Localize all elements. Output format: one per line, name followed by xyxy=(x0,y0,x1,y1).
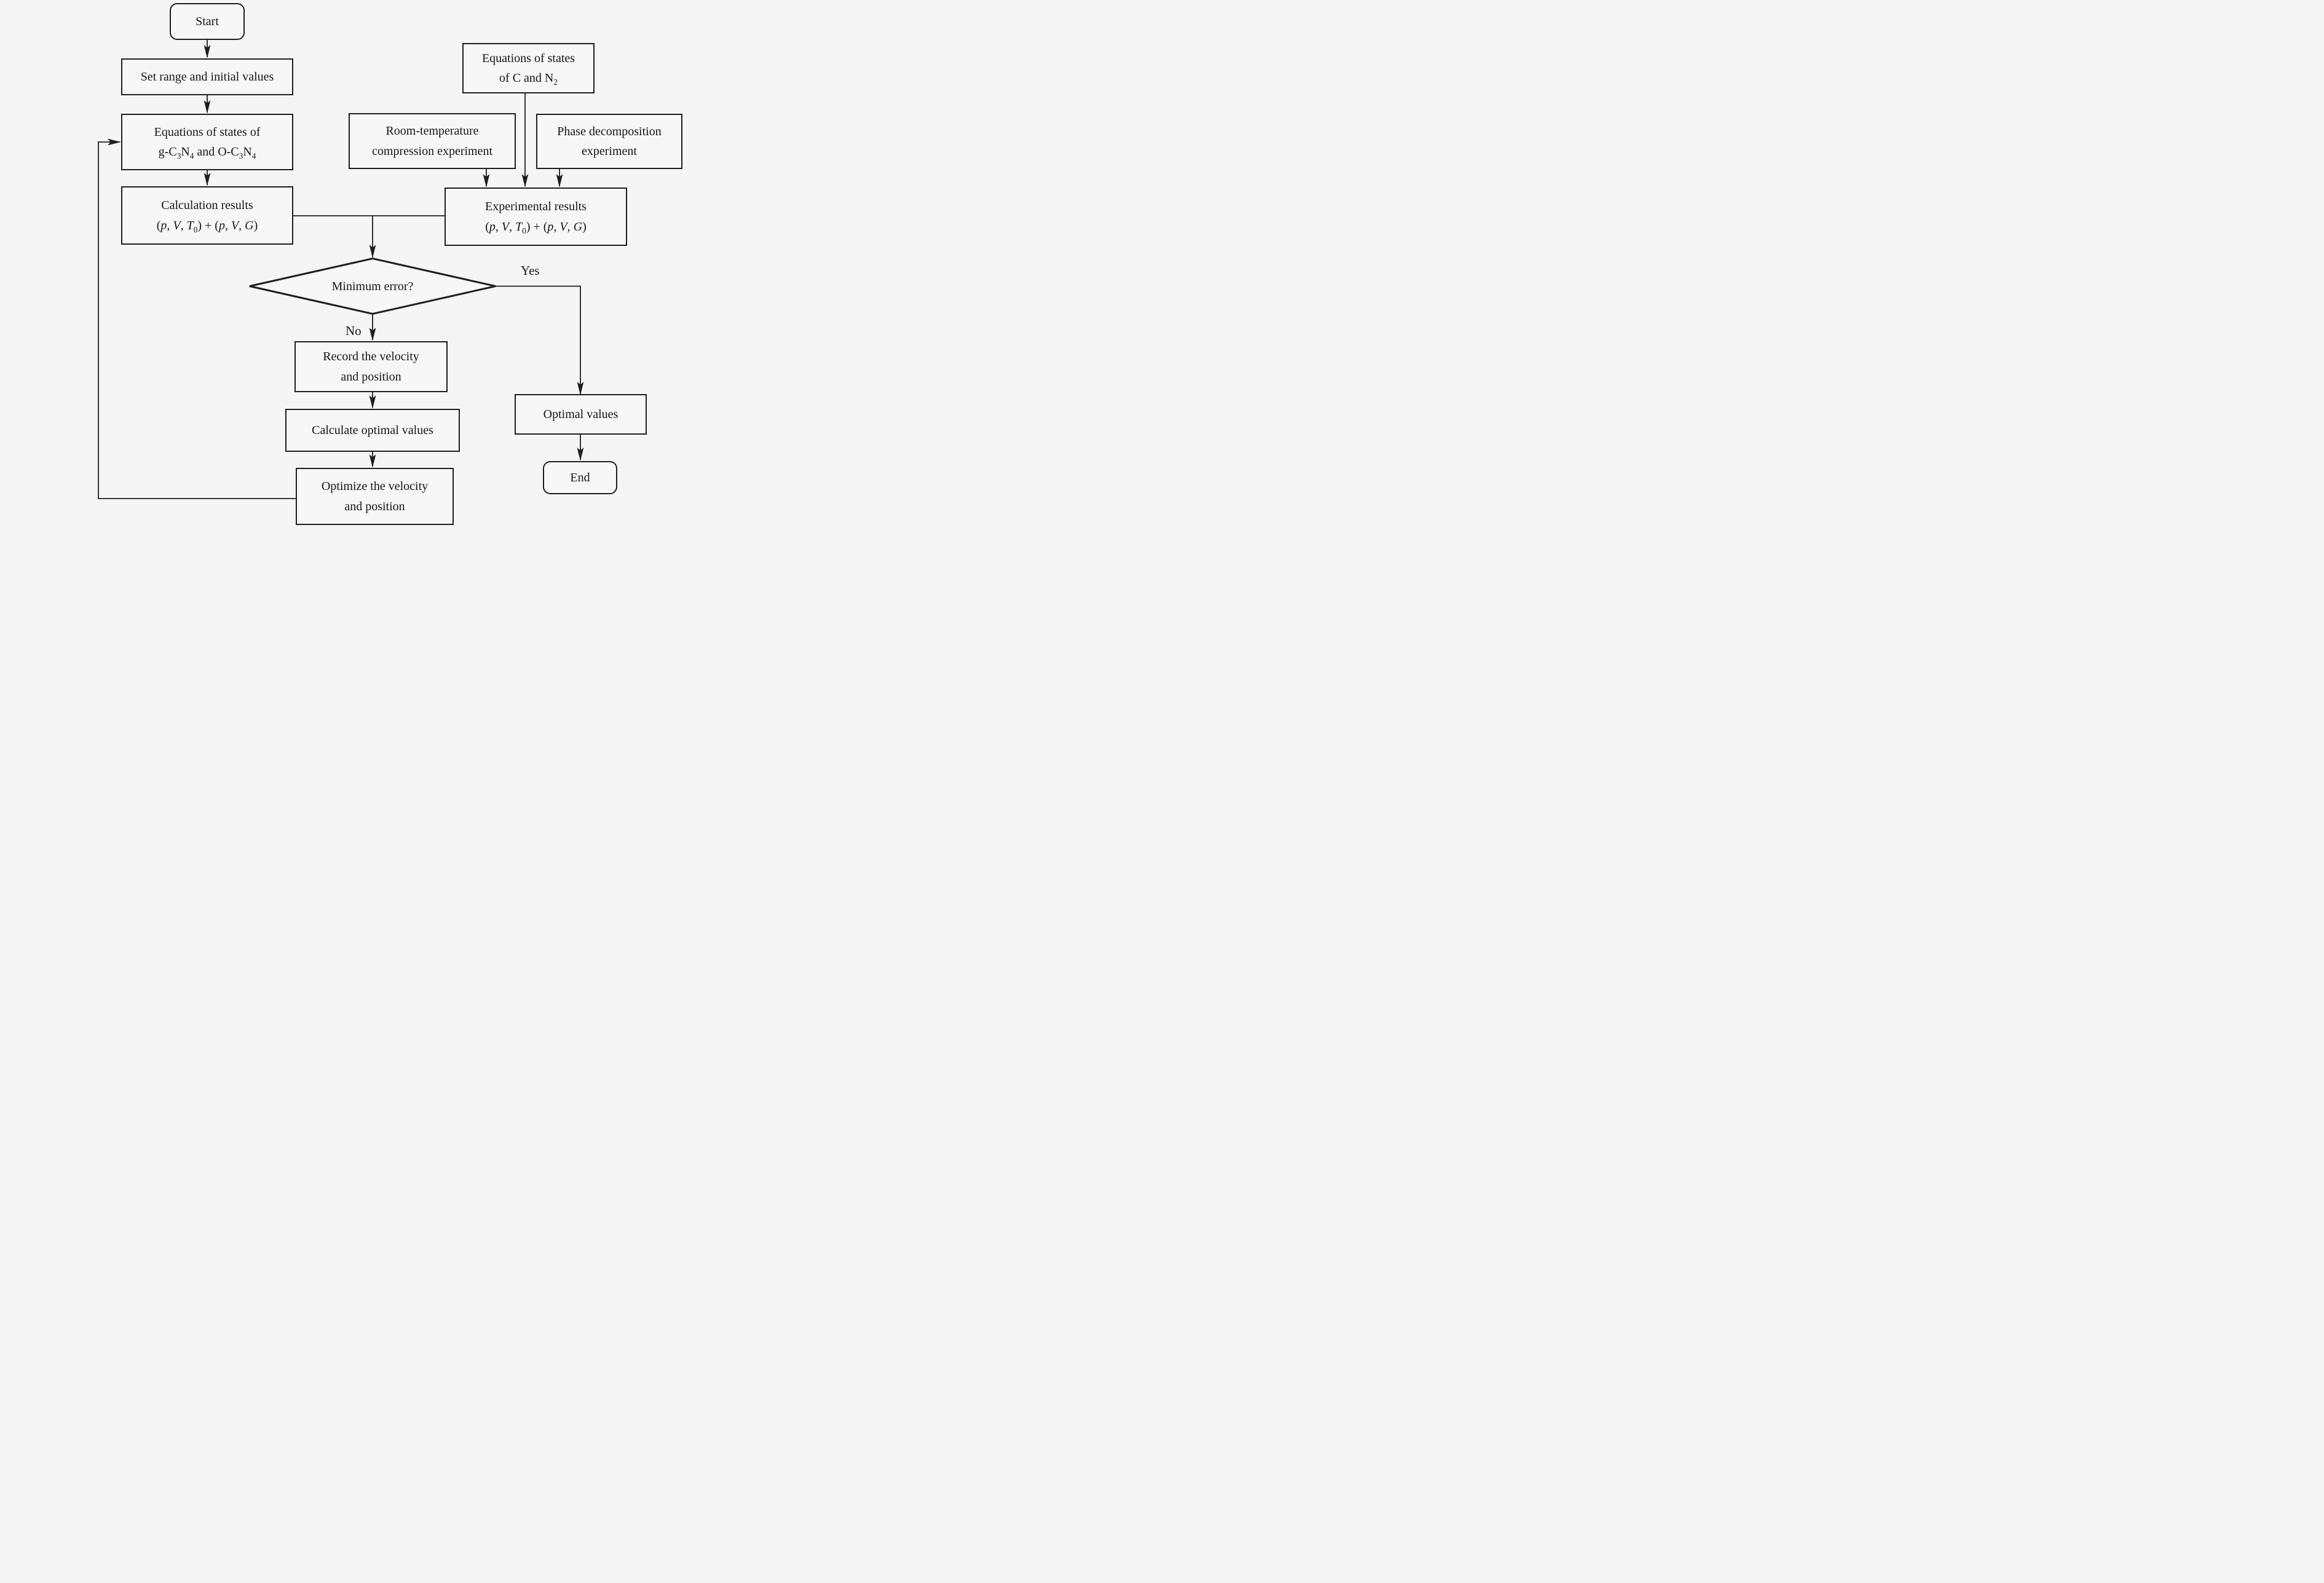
node-set-range-initial-values: Set range and initial values xyxy=(121,58,293,95)
node-calculation-results: Calculation results (p, V, $T_0) + (p$, V, G) xyxy=(121,186,293,245)
node-optimal-values: Optimal values xyxy=(515,394,647,435)
node-optimize-velocity-position: Optimize the velocity and position xyxy=(296,468,454,525)
node-start: Start xyxy=(170,3,245,40)
edge-label-yes: Yes xyxy=(521,263,540,278)
node-phase-decomposition-experiment: Phase decomposition experiment xyxy=(536,114,682,169)
flowchart-canvas xyxy=(0,0,775,527)
node-equations-c-n2: Equations of states of C and $N_2$ xyxy=(462,43,595,93)
node-equations-gcn-ocn: Equations of states of $g-C_3N_4$ and $O-C_3N_4$ xyxy=(121,114,293,170)
node-record-velocity-position: Record the velocity and position xyxy=(294,341,448,392)
connector-yes-to-optimal-values xyxy=(496,286,580,395)
edge-label-no: No xyxy=(346,323,362,338)
node-end: End xyxy=(543,461,617,494)
node-experimental-results: Experimental results (p, V, $T_0) + (p$, V, G) xyxy=(445,188,627,246)
node-calculate-optimal-values: Calculate optimal values xyxy=(285,409,460,452)
node-decision-minimum-error: Minimum error? xyxy=(331,279,414,293)
node-room-temperature-compression-experiment: Room-temperature compression experiment xyxy=(349,113,516,169)
